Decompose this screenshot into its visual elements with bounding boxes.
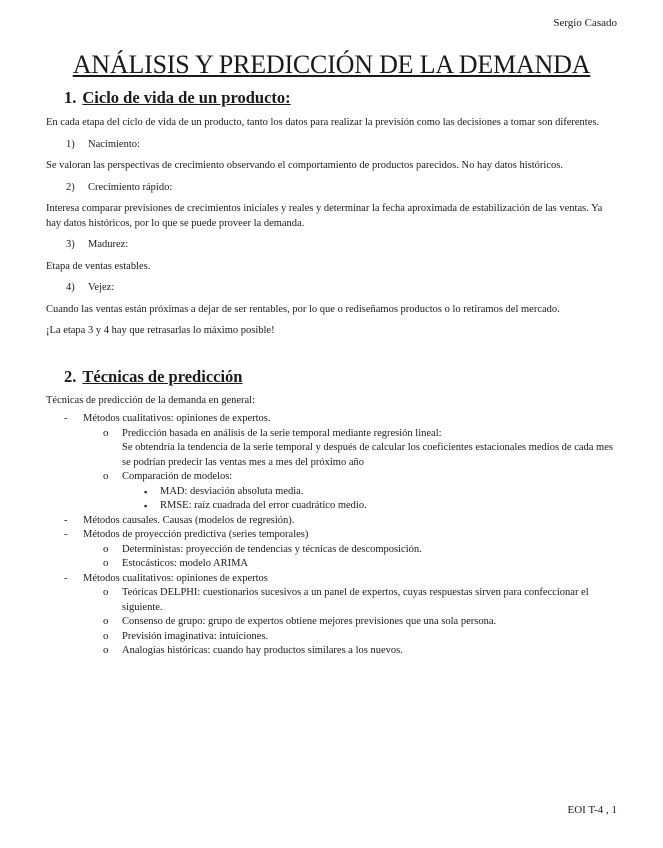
list-item-text: MAD: desviación absoluta media. xyxy=(160,485,304,497)
stage-1-text: Se valoran las perspectivas de crecimiento observando el comportamiento de productos parecidos. No hay datos históricos. xyxy=(46,160,563,171)
stage-number: 2) xyxy=(66,181,75,193)
stage-label: Nacimiento: xyxy=(88,138,140,150)
page-title: ANÁLISIS Y PREDICCIÓN DE LA DEMANDA xyxy=(72,50,591,79)
dash-bullet: - xyxy=(64,529,68,540)
techniques-list xyxy=(46,412,620,659)
list-item-text: Comparación de modelos: xyxy=(122,471,233,482)
list-item-text: Métodos de proyección predictiva (series temporales) xyxy=(83,529,309,540)
section-2-intro: Técnicas de predicción de la demanda en general: xyxy=(46,394,256,406)
sub-list xyxy=(83,586,620,659)
stage-label: Crecimiento rápido: xyxy=(88,181,173,193)
list-item xyxy=(83,644,620,659)
list-item-text: Previsión imaginativa: intuiciones. xyxy=(122,630,269,642)
dash-bullet: - xyxy=(64,514,68,526)
stage-1-label xyxy=(66,138,620,153)
list-item xyxy=(46,514,620,529)
dash-bullet: - xyxy=(64,413,68,424)
list-item-text: Métodos cualitativos: opiniones de expertos. xyxy=(83,413,271,424)
sub-list xyxy=(83,427,620,514)
section-2-heading xyxy=(46,367,620,387)
stage-label: Madurez: xyxy=(88,239,129,250)
circle-bullet: o xyxy=(103,470,109,482)
list-item xyxy=(122,499,620,514)
stage-3-label xyxy=(66,238,620,253)
square-bullet: ▪ xyxy=(144,501,148,511)
section-1-title: Ciclo de vida de un producto: xyxy=(82,88,291,107)
stage-number: 1) xyxy=(66,138,75,150)
circle-bullet: o xyxy=(103,557,109,569)
section-1-intro: En cada etapa del ciclo de vida de un producto, tanto los datos para realizar la previsión como las decisiones a tomar son diferentes. xyxy=(46,117,600,128)
square-bullet: ▪ xyxy=(144,486,148,497)
list-item-text: Métodos cualitativos: opiniones de expertos xyxy=(83,572,268,584)
list-item-text: Teóricas DELPHI: cuestionarios sucesivos a un panel de expertos, cuyas respuestas sirven para confeccionar el siguiente. xyxy=(122,587,589,613)
list-item xyxy=(46,528,620,572)
list-item-text: Estocásticos: modelo ARIMA xyxy=(122,558,248,569)
list-item-extra: Se obtendría la tendencia de la serie temporal y después de calcular los coeficientes estacionales medios de cada mes se podrían predecir las ventas mes a mes del próximo año xyxy=(122,442,613,468)
stage-4-label xyxy=(66,281,620,296)
list-item-text: Analogías históricas: cuando hay productos similares a los nuevos. xyxy=(122,645,403,656)
list-item xyxy=(46,572,620,659)
stage-2-text: Interesa comparar previsiones de crecimientos iniciales y reales y determinar la fecha aproximada de estabilización de las ventas. Ya hay datos históricos, por lo que se puede proveer la demanda. xyxy=(46,203,603,229)
stage-4-text: Cuando las ventas están próximas a dejar de ser rentables, por lo que o rediseñamos productos o lo retiramos del mercado. xyxy=(46,303,560,315)
list-item xyxy=(122,485,620,500)
dash-bullet: - xyxy=(64,572,68,584)
list-item-text: Consenso de grupo: grupo de expertos obtiene mejores previsiones que una sola persona. xyxy=(122,616,497,627)
list-item xyxy=(83,557,620,572)
list-item-text: Predicción basada en análisis de la serie temporal mediante regresión lineal: xyxy=(122,427,442,439)
list-item-text: Deterministas: proyección de tendencias y técnicas de descomposición. xyxy=(122,543,422,555)
sub-list xyxy=(83,543,620,572)
list-item-text: RMSE: raíz cuadrada del error cuadrático medio. xyxy=(160,500,367,511)
stage-2-label xyxy=(66,181,620,196)
list-item xyxy=(46,412,620,514)
list-item xyxy=(83,470,620,514)
circle-bullet: o xyxy=(103,644,109,656)
circle-bullet: o xyxy=(103,426,109,439)
stage-number: 3) xyxy=(66,239,75,250)
list-item-text: Métodos causales. Causas (modelos de regresión). xyxy=(83,514,295,526)
list-item xyxy=(83,615,620,630)
stage-3-text: Etapa de ventas estables. xyxy=(46,260,151,272)
list-item xyxy=(83,630,620,645)
stage-number: 4) xyxy=(66,282,75,293)
circle-bullet: o xyxy=(103,629,109,642)
stage-label: Vejez: xyxy=(88,282,115,293)
section-2-title: Técnicas de predicción xyxy=(82,366,243,386)
circle-bullet: o xyxy=(103,615,109,627)
page-footer: EOI T-4 , 1 xyxy=(567,804,617,816)
list-item xyxy=(83,427,620,471)
list-item xyxy=(83,586,620,615)
section-2-number: 2. xyxy=(64,366,77,386)
circle-bullet: o xyxy=(103,586,109,598)
author-header: Sergio Casado xyxy=(553,17,617,29)
section-1-number: 1. xyxy=(64,88,77,107)
section-1-heading xyxy=(46,88,620,108)
section-1-note: ¡La etapa 3 y 4 hay que retrasarlas lo máximo posible! xyxy=(46,325,275,336)
list-item xyxy=(83,543,620,558)
circle-bullet: o xyxy=(103,542,109,555)
sub-sub-list xyxy=(122,485,620,514)
document-body xyxy=(46,88,620,659)
